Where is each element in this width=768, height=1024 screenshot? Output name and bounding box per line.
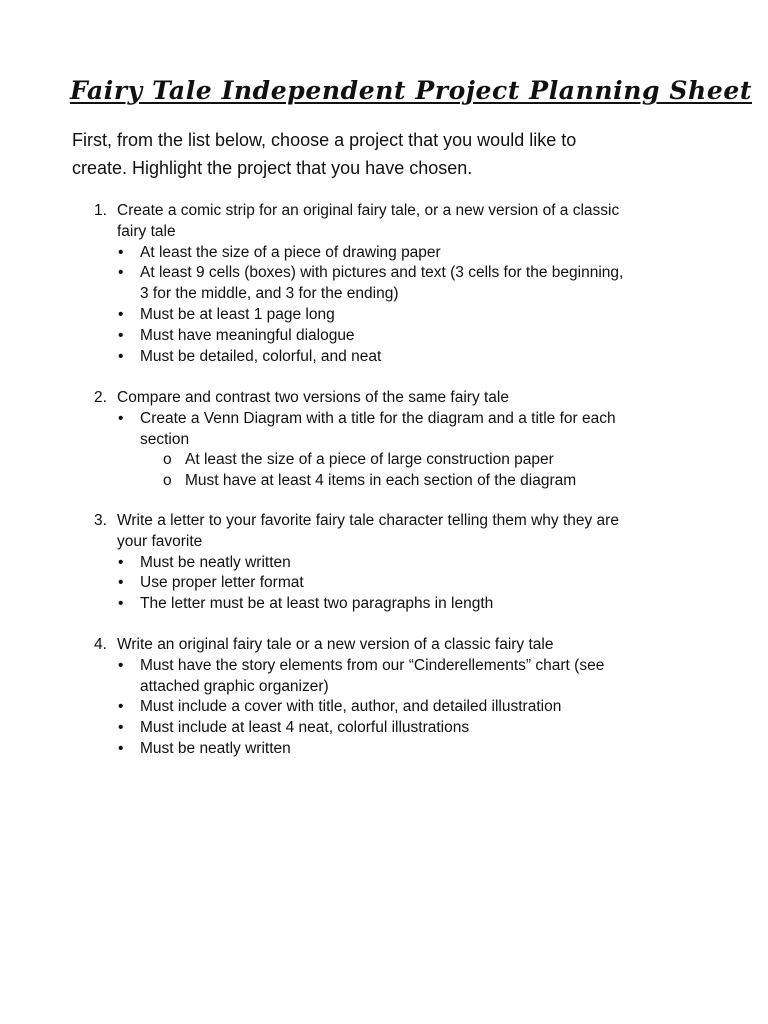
sub-requirement-item (94, 471, 714, 492)
requirement-item (94, 243, 714, 264)
requirements-list (94, 409, 714, 451)
bullet-icon: • (118, 719, 124, 737)
bullet-icon: • (118, 698, 124, 716)
hollow-bullet-icon: o (163, 451, 172, 469)
requirement-item (94, 347, 714, 368)
requirement-item (94, 739, 714, 760)
requirement-text: Must have the story elements from our “Cinderellements” chart (see (140, 656, 605, 674)
project-description-line: Compare and contrast two versions of the same fairy tale (117, 389, 509, 406)
project-description-line: Write an original fairy tale or a new version of a classic fairy tale (117, 636, 554, 653)
requirement-text: attached graphic organizer) (140, 677, 329, 695)
project-heading (94, 201, 714, 243)
requirement-text: Use proper letter format (140, 574, 304, 592)
requirement-item (94, 263, 714, 305)
requirements-list (94, 553, 714, 615)
requirement-item (94, 553, 714, 574)
requirements-list (94, 243, 714, 368)
requirement-item (94, 305, 714, 326)
project-heading (94, 511, 714, 553)
requirement-text: Create a Venn Diagram with a title for the diagram and a title for each (140, 409, 616, 427)
bullet-icon: • (118, 305, 124, 323)
project-number: 1. (94, 202, 107, 219)
project-number: 4. (94, 636, 107, 653)
intro-line-2: create. Highlight the project that you have chosen. (72, 158, 473, 178)
requirement-text: Must be neatly written (140, 739, 291, 757)
project-item-4 (94, 635, 714, 760)
bullet-icon: • (118, 553, 124, 571)
intro-line-1: First, from the list below, choose a project that you would like to (72, 130, 577, 150)
requirement-item (94, 573, 714, 594)
page-title: Fairy Tale Independent Project Planning Sheet (70, 76, 752, 105)
requirement-item (94, 594, 714, 615)
project-description-line: your favorite (117, 532, 203, 550)
bullet-icon: • (118, 409, 124, 427)
project-description-line: fairy tale (117, 222, 176, 240)
project-number: 2. (94, 389, 107, 406)
project-description-line: Write a letter to your favorite fairy tale character telling them why they are (117, 512, 619, 529)
bullet-icon: • (118, 656, 124, 674)
requirement-item (94, 409, 714, 451)
requirement-item (94, 718, 714, 739)
hollow-bullet-icon: o (163, 472, 172, 490)
requirement-item (94, 656, 714, 698)
requirement-text: Must be at least 1 page long (140, 305, 335, 323)
requirement-text: The letter must be at least two paragraphs in length (140, 595, 494, 613)
requirement-text: Must be detailed, colorful, and neat (140, 347, 382, 365)
requirement-text: At least the size of a piece of drawing paper (140, 243, 441, 261)
requirement-item (94, 697, 714, 718)
requirement-text: Must have meaningful dialogue (140, 326, 355, 344)
project-item-3 (94, 511, 714, 615)
bullet-icon: • (118, 264, 124, 282)
project-description-line: Create a comic strip for an original fairy tale, or a new version of a classic (117, 202, 620, 219)
bullet-icon: • (118, 595, 124, 613)
bullet-icon: • (118, 574, 124, 592)
requirement-text: 3 for the middle, and 3 for the ending) (140, 285, 399, 303)
sub-requirements-list (94, 450, 714, 492)
requirement-text: Must include a cover with title, author, and detailed illustration (140, 698, 562, 716)
sub-requirement-item (94, 450, 714, 471)
requirement-text: Must be neatly written (140, 553, 291, 571)
intro-instructions (72, 126, 702, 182)
requirement-item (94, 326, 714, 347)
project-item-1 (94, 201, 714, 367)
project-heading (94, 635, 714, 656)
bullet-icon: • (118, 243, 124, 261)
project-heading (94, 388, 714, 409)
sub-requirement-text: Must have at least 4 items in each section of the diagram (185, 472, 577, 490)
bullet-icon: • (118, 739, 124, 757)
bullet-icon: • (118, 326, 124, 344)
sub-requirement-text: At least the size of a piece of large construction paper (185, 451, 554, 469)
project-item-2 (94, 388, 714, 492)
bullet-icon: • (118, 347, 124, 365)
requirement-text: section (140, 430, 190, 448)
requirement-text: Must include at least 4 neat, colorful illustrations (140, 719, 470, 737)
requirement-text: At least 9 cells (boxes) with pictures and text (3 cells for the beginning, (140, 264, 624, 282)
requirements-list (94, 656, 714, 760)
project-number: 3. (94, 512, 107, 529)
